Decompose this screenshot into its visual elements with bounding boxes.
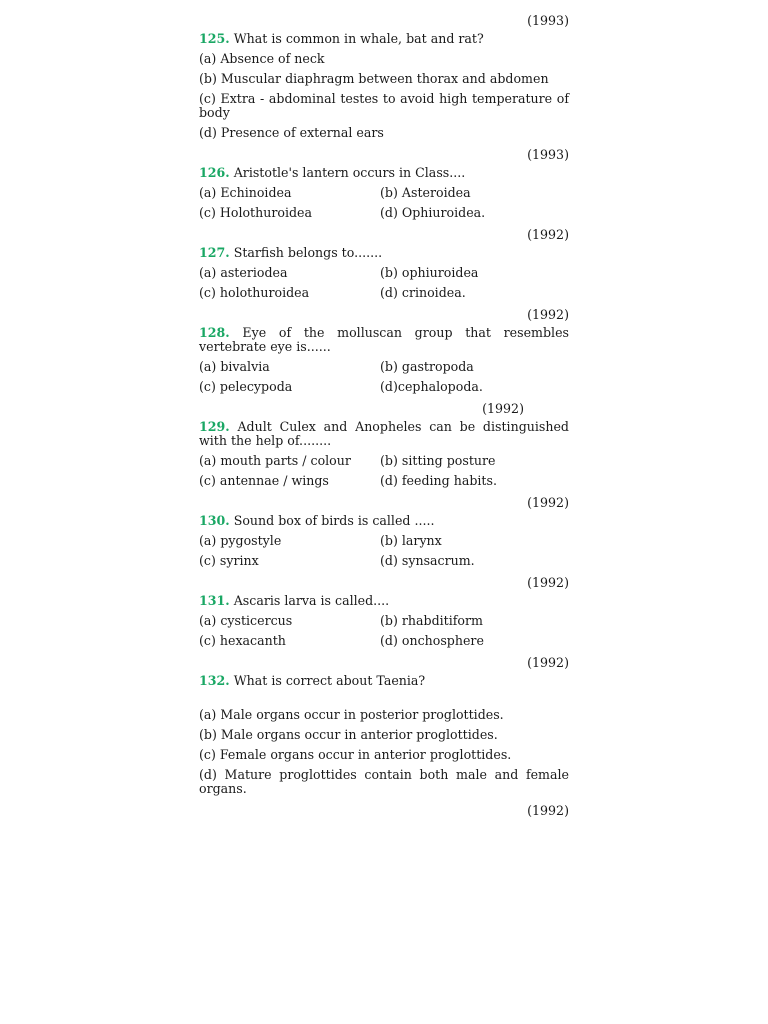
option-row [199, 454, 569, 468]
question-129 [199, 420, 569, 448]
option-b: (b) Male organs occur in anterior proglottides. [199, 727, 498, 742]
question-text: Ascaris larva is called.... [233, 593, 390, 608]
option-row [199, 614, 569, 628]
option-d: (d)cephalopoda. [380, 379, 483, 394]
option-row [199, 186, 569, 200]
option-d: (d) synsacrum. [380, 553, 475, 568]
question-125 [199, 32, 569, 46]
question-number: 131. [199, 593, 230, 608]
option-row [199, 534, 569, 548]
option-d: (d) crinoidea. [380, 285, 466, 300]
question-text: Aristotle's lantern occurs in Class.... [233, 165, 466, 180]
option-a: (a) mouth parts / colour [199, 453, 351, 468]
option-row [199, 286, 569, 300]
option-d: (d) Presence of external ears [199, 125, 384, 140]
year-label: (1993) [527, 147, 569, 162]
option-c: (c) pelecypoda [199, 379, 293, 394]
option-c: (c) holothuroidea [199, 285, 310, 300]
question-text: Sound box of birds is called ..... [233, 513, 435, 528]
option-a: (a) asteriodea [199, 265, 288, 280]
question-number: 130. [199, 513, 230, 528]
year-label: (1992) [527, 307, 569, 322]
question-number: 129. [199, 419, 230, 434]
option-row [199, 266, 569, 280]
option-b: (b) ophiuroidea [380, 265, 479, 280]
option-row [199, 206, 569, 220]
option-c: (c) antennae / wings [199, 473, 329, 488]
option-row [199, 634, 569, 648]
option-row [199, 554, 569, 568]
question-number: 132. [199, 673, 230, 688]
year-label: (1992) [482, 401, 524, 416]
option-d: (d) feeding habits. [380, 473, 497, 488]
question-number: 128. [199, 325, 230, 340]
question-text: Eye of the molluscan group that resembles vertebrate eye is...... [199, 325, 569, 354]
option-a: (a) Echinoidea [199, 185, 292, 200]
year-label: (1992) [527, 655, 569, 670]
option-d: (d) onchosphere [380, 633, 484, 648]
question-126 [199, 166, 569, 180]
option-a: (a) Male organs occur in posterior proglottides. [199, 707, 504, 722]
option-c: (c) Holothuroidea [199, 205, 312, 220]
option-row [199, 360, 569, 374]
option-b: (b) rhabditiform [380, 613, 483, 628]
option-c: (c) Female organs occur in anterior proglottides. [199, 747, 512, 762]
option-a: (a) Absence of neck [199, 51, 325, 66]
year-label: (1992) [527, 495, 569, 510]
option-row [199, 380, 569, 394]
question-number: 127. [199, 245, 230, 260]
option-d: (d) Ophiuroidea. [380, 205, 486, 220]
question-131 [199, 594, 569, 608]
option-b: (b) Muscular diaphragm between thorax and abdomen [199, 71, 549, 86]
question-number: 125. [199, 31, 230, 46]
year-label: (1992) [527, 575, 569, 590]
option-c: (c) Extra - abdominal testes to avoid high temperature of body [199, 91, 569, 120]
question-text: Adult Culex and Anopheles can be distinguished with the help of........ [199, 419, 569, 448]
question-text: What is correct about Taenia? [233, 673, 426, 688]
question-127 [199, 246, 569, 260]
question-128 [199, 326, 569, 354]
option-a: (a) bivalvia [199, 359, 270, 374]
option-c: (c) syrinx [199, 553, 259, 568]
question-number: 126. [199, 165, 230, 180]
question-page [199, 12, 569, 822]
question-text: What is common in whale, bat and rat? [233, 31, 484, 46]
option-b: (b) Asteroidea [380, 185, 471, 200]
spacer [199, 694, 569, 708]
option-b: (b) sitting posture [380, 453, 496, 468]
option-d: (d) Mature proglottides contain both male and female organs. [199, 767, 569, 796]
option-c: (c) hexacanth [199, 633, 286, 648]
year-label: (1993) [527, 13, 569, 28]
option-a: (a) pygostyle [199, 533, 282, 548]
question-132 [199, 674, 569, 688]
year-label: (1992) [527, 227, 569, 242]
year-label: (1992) [527, 803, 569, 818]
option-b: (b) gastropoda [380, 359, 474, 374]
option-a: (a) cysticercus [199, 613, 293, 628]
option-row [199, 474, 569, 488]
question-130 [199, 514, 569, 528]
question-text: Starfish belongs to....... [233, 245, 383, 260]
option-b: (b) larynx [380, 533, 442, 548]
